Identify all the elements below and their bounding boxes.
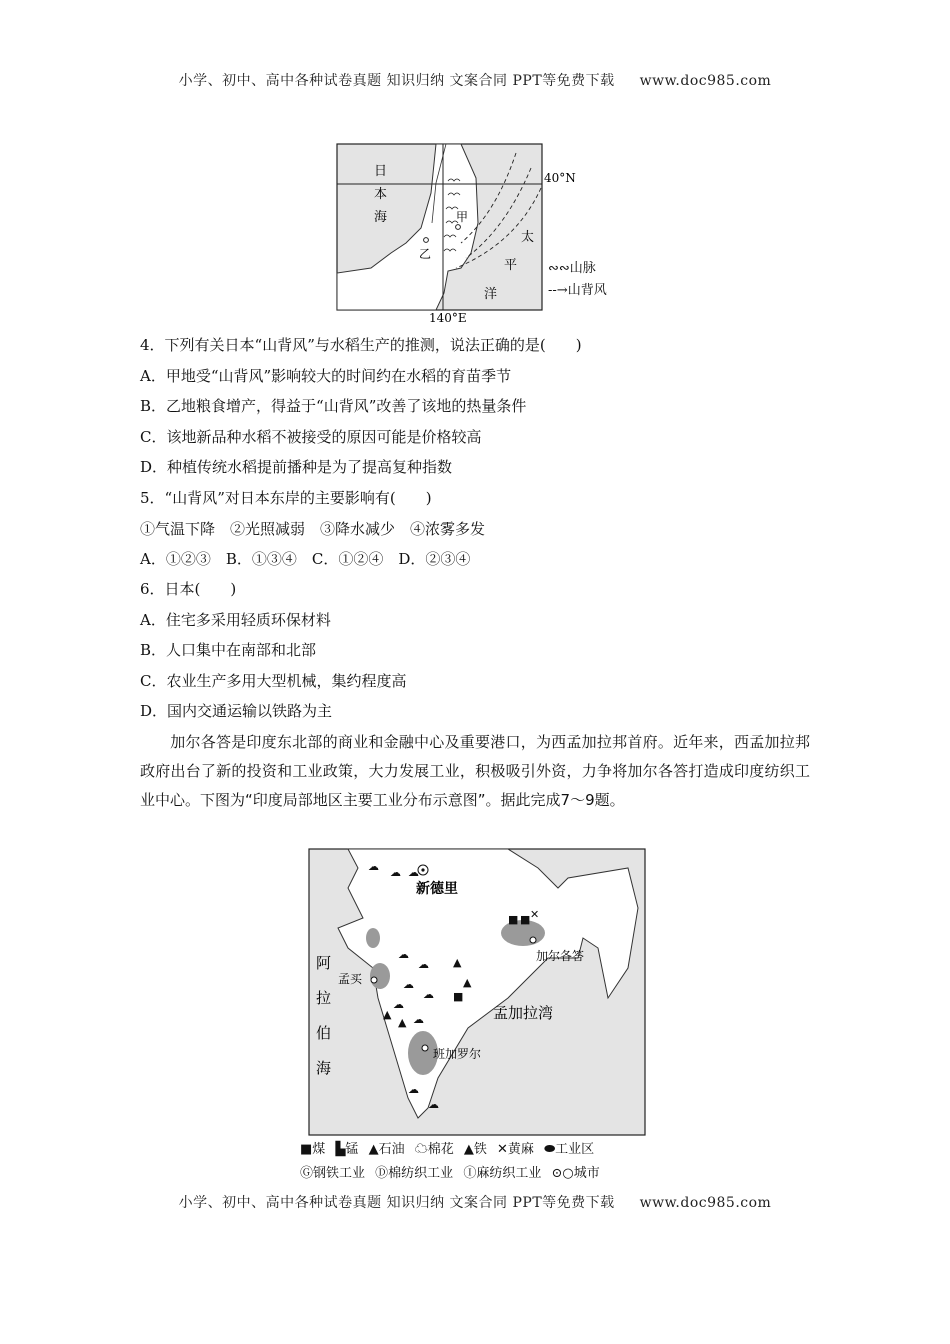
legend-steel: Ⓖ钢铁工业 — [300, 1166, 366, 1181]
svg-text:■: ■ — [508, 913, 519, 926]
legend-iron: ▲铁 — [463, 1142, 487, 1157]
svg-text:✕: ✕ — [530, 908, 540, 921]
q5-options: A．①②③ B．①③④ C．①②④ D．②③④ — [140, 550, 471, 568]
mumbai-label: 孟买 — [338, 972, 363, 986]
svg-text:☁: ☁ — [428, 1098, 439, 1111]
q5-statements: ①气温下降 ②光照减弱 ③降水减少 ④浓雾多发 — [140, 519, 486, 538]
q4-option-a: A．甲地受“山背风”影响较大的时间约在水稻的育苗季节 — [140, 366, 512, 385]
svg-text:■: ■ — [520, 913, 531, 926]
question-4 — [140, 330, 820, 483]
svg-text:☁: ☁ — [423, 988, 434, 1001]
bay-label: 孟加拉湾 — [493, 1004, 554, 1022]
legend-jute: ✕黄麻 — [497, 1142, 534, 1157]
reading-passage — [140, 728, 810, 815]
delhi-label: 新德里 — [416, 881, 458, 897]
svg-text:☁: ☁ — [418, 958, 429, 971]
sea-label-ben: 本 — [374, 187, 388, 202]
page-header — [0, 70, 950, 90]
svg-text:☁: ☁ — [398, 948, 409, 961]
svg-text:☁: ☁ — [408, 866, 419, 879]
legend-coal: ■煤 — [300, 1142, 326, 1157]
lat-label: 40°N — [544, 171, 576, 185]
q4-option-c: C．该地新品种水稻不被接受的原因可能是价格较高 — [140, 427, 482, 446]
mountain-icon: ∾∾ — [548, 261, 570, 276]
header-text: 小学、初中、高中各种试卷真题 知识归纳 文案合同 PPT等免费下载 — [178, 73, 615, 89]
legend-industrial-zone: ⬬工业区 — [544, 1142, 595, 1157]
legend-oil: ▲石油 — [368, 1142, 405, 1157]
q6-option-c: C．农业生产多用大型机械，集约程度高 — [140, 671, 407, 690]
sea-label-ri: 日 — [374, 164, 388, 179]
svg-text:☁: ☁ — [393, 998, 404, 1011]
sea-label-a: 阿 — [316, 954, 332, 972]
svg-text:☁: ☁ — [413, 1013, 424, 1026]
svg-text:▲: ▲ — [463, 976, 472, 989]
legend-wind: --→山背风 — [548, 283, 607, 298]
sea-label-hai: 海 — [316, 1059, 332, 1077]
q6-stem: 6．日本( ) — [140, 580, 237, 598]
page-footer — [0, 1192, 950, 1212]
legend-manganese: ▙锰 — [335, 1142, 359, 1157]
jia-label: 甲 — [456, 210, 469, 224]
legend-city: ⊙○城市 — [551, 1166, 600, 1181]
svg-text:☁: ☁ — [390, 866, 401, 879]
q4-option-b: B．乙地粮食增产，得益于“山背风”改善了该地的热量条件 — [140, 397, 527, 415]
question-6 — [140, 574, 820, 727]
svg-text:☁: ☁ — [368, 860, 379, 873]
footer-text: 小学、初中、高中各种试卷真题 知识归纳 文案合同 PPT等免费下载 — [178, 1195, 615, 1211]
sea-label-la: 拉 — [316, 989, 332, 1007]
question-5 — [140, 483, 820, 575]
header-site: www.doc985.com — [639, 73, 772, 89]
kolkata-label: 加尔各答 — [536, 949, 585, 963]
sea-label-bo: 伯 — [316, 1024, 332, 1042]
passage-text: 加尔各答是印度东北部的商业和金融中心及重要港口，为西孟加拉邦首府。近年来，西孟加拉邦政府出台了新的投资和工业政策，大力发展工业，积极吸引外资，力争将加尔各答打造成印度纺织工业中心。下图为“印度局部地区主要工业分布示意图”。据此完成7～9题。 — [140, 733, 810, 809]
q5-stem: 5．“山背风”对日本东岸的主要影响有( ) — [140, 489, 432, 507]
footer-site: www.doc985.com — [639, 1195, 772, 1211]
svg-text:☁: ☁ — [403, 978, 414, 991]
yang-label: 洋 — [484, 287, 498, 302]
sea-label-hai: 海 — [374, 210, 388, 225]
japan-map-legend — [548, 258, 607, 302]
legend-jute-textile: Ⓘ麻纺织工业 — [463, 1166, 542, 1181]
lon-label: 140°E — [429, 311, 467, 323]
india-map — [308, 848, 646, 1136]
svg-text:▲: ▲ — [398, 1016, 407, 1029]
svg-text:▲: ▲ — [383, 1008, 392, 1021]
wind-arrow-icon: --→ — [548, 283, 568, 298]
q4-stem: 4．下列有关日本“山背风”与水稻生产的推测，说法正确的是( ) — [140, 336, 582, 354]
india-map-legend — [300, 1138, 660, 1186]
q6-option-d: D．国内交通运输以铁路为主 — [140, 702, 333, 720]
legend-cotton: ☁棉花 — [414, 1142, 454, 1157]
ping-label: 平 — [504, 258, 518, 273]
yi-label: 乙 — [419, 247, 432, 261]
q6-option-b: B．人口集中在南部和北部 — [140, 641, 317, 659]
svg-text:■: ■ — [453, 990, 464, 1003]
bangalore-label: 班加罗尔 — [433, 1047, 482, 1061]
legend-cotton-textile: Ⓓ棉纺织工业 — [375, 1166, 454, 1181]
q4-option-d: D．种植传统水稻提前播种是为了提高复种指数 — [140, 458, 453, 476]
svg-text:▲: ▲ — [453, 956, 462, 969]
tai-label: 太 — [521, 230, 535, 245]
legend-mountain: ∾∾山脉 — [548, 261, 596, 276]
q6-option-a: A．住宅多采用轻质环保材料 — [140, 610, 331, 629]
svg-text:☁: ☁ — [408, 1083, 419, 1096]
